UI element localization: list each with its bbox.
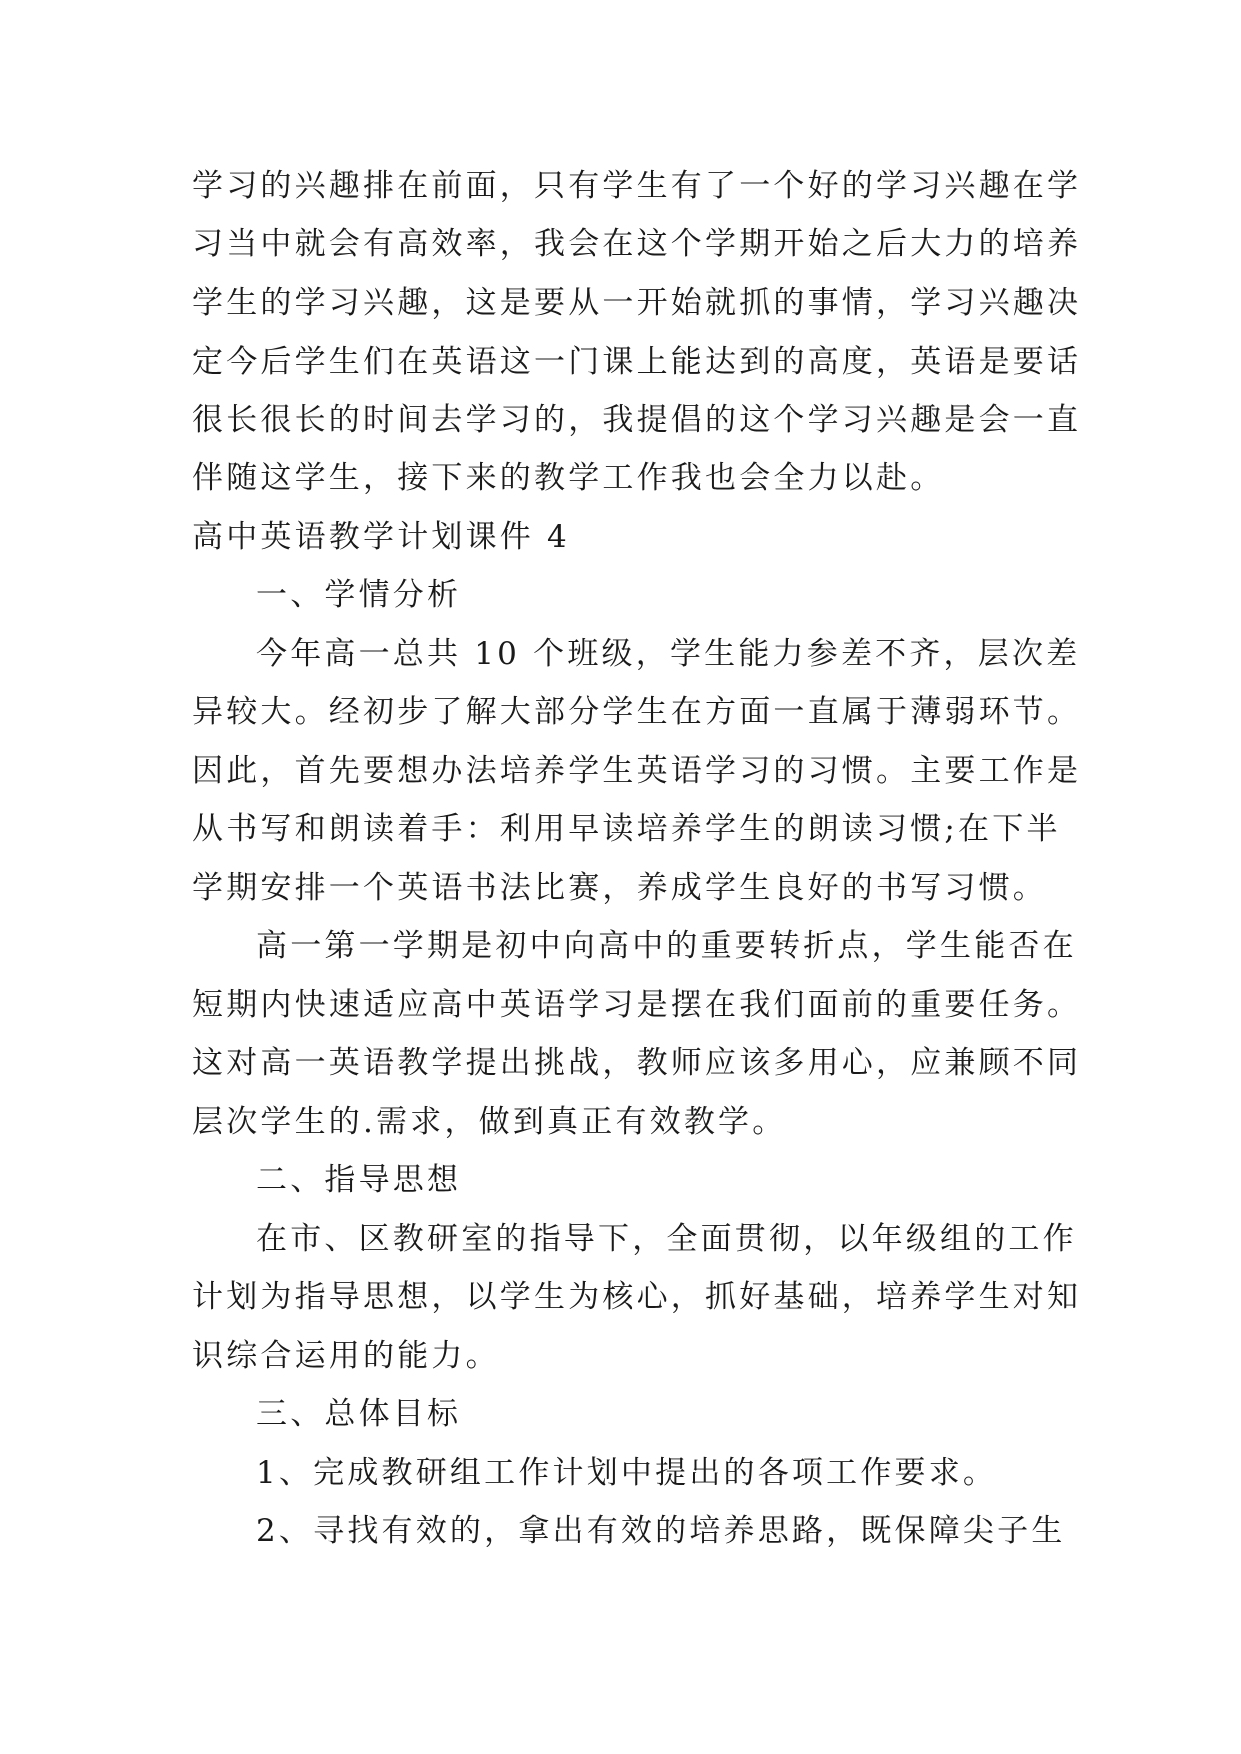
section-title: 高中英语教学计划课件 4 xyxy=(192,519,570,555)
text-line: 学生的学习兴趣，这是要从一开始就抓的事情，学习兴趣决 xyxy=(192,285,1082,321)
text-line: 习当中就会有高效率，我会在这个学期开始之后大力的培养 xyxy=(192,226,1082,262)
text-line: 伴随这学生，接下来的教学工作我也会全力以赴。 xyxy=(192,460,945,496)
text-line: 很长很长的时间去学习的，我提倡的这个学习兴趣是会一直 xyxy=(192,402,1082,438)
text-line: 因此，首先要想办法培养学生英语学习的习惯。主要工作是 xyxy=(192,753,1082,789)
text-line: 定今后学生们在英语这一门课上能达到的高度，英语是要话 xyxy=(192,344,1082,380)
heading-overall-goals: 三、总体目标 xyxy=(256,1396,462,1432)
text-line: 从书写和朗读着手：利用早读培养学生的朗读习惯;在下半 xyxy=(192,811,1061,847)
text-line: 异较大。经初步了解大部分学生在方面一直属于薄弱环节。 xyxy=(192,694,1082,730)
list-item: 2、寻找有效的，拿出有效的培养思路，既保障尖子生 xyxy=(256,1513,1066,1549)
heading-analysis: 一、学情分析 xyxy=(256,577,462,613)
text-line: 学习的兴趣排在前面，只有学生有了一个好的学习兴趣在学 xyxy=(192,168,1082,204)
text-line: 高一第一学期是初中向高中的重要转折点，学生能否在 xyxy=(256,928,1077,964)
text-line: 计划为指导思想，以学生为核心，抓好基础，培养学生对知 xyxy=(192,1279,1082,1315)
text-line: 在市、区教研室的指导下，全面贯彻，以年级组的工作 xyxy=(256,1221,1077,1257)
text-line: 层次学生的.需求，做到真正有效教学。 xyxy=(192,1104,787,1140)
text-line: 短期内快速适应高中英语学习是摆在我们面前的重要任务。 xyxy=(192,987,1082,1023)
text-line: 学期安排一个英语书法比赛，养成学生良好的书写习惯。 xyxy=(192,870,1047,906)
list-item: 1、完成教研组工作计划中提出的各项工作要求。 xyxy=(256,1455,998,1491)
heading-guiding-thought: 二、指导思想 xyxy=(256,1162,462,1198)
text-line: 这对高一英语教学提出挑战，教师应该多用心，应兼顾不同 xyxy=(192,1045,1082,1081)
text-line: 识综合运用的能力。 xyxy=(192,1338,500,1374)
text-line: 今年高一总共 10 个班级，学生能力参差不齐，层次差 xyxy=(256,636,1081,672)
